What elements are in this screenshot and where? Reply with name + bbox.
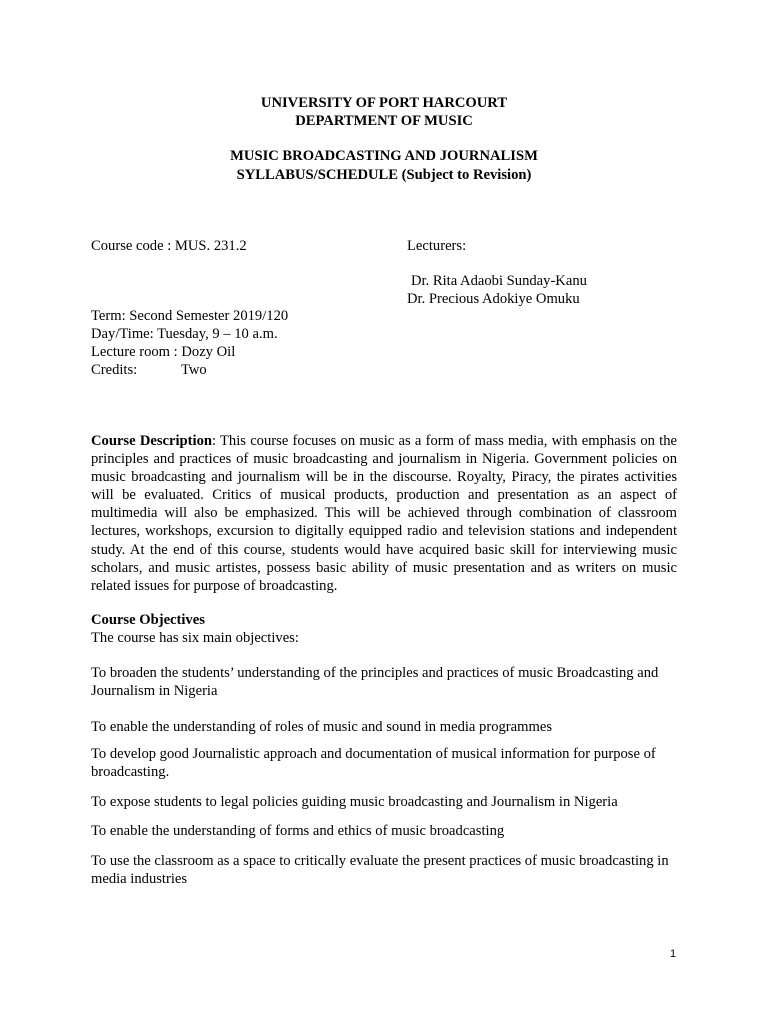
course-title: MUSIC BROADCASTING AND JOURNALISM	[230, 148, 538, 164]
objective-item: To expose students to legal policies guiding music broadcasting and Journalism in Nigeria	[91, 794, 618, 810]
syllabus-title: SYLLABUS/SCHEDULE (Subject to Revision)	[236, 167, 532, 183]
course-code-row	[91, 237, 247, 255]
term: Term: Second Semester 2019/120	[91, 308, 289, 324]
credits-value: Two	[181, 362, 207, 378]
day-time: Day/Time: Tuesday, 9 – 10 a.m.	[91, 326, 278, 342]
credits-row	[91, 361, 207, 379]
department-title: DEPARTMENT OF MUSIC	[295, 113, 473, 129]
course-code-value: MUS. 231.2	[174, 238, 247, 254]
university-title: UNIVERSITY OF PORT HARCOURT	[260, 95, 508, 111]
course-description	[91, 432, 677, 595]
page-number: 1	[670, 948, 677, 960]
course-description-text: : This course focuses on music as a form of mass media, with emphasis on the principles and practices of music broadcasting and journalism in Nigeria. Government policies on music broadcasting and journalism will be in the discourse. Royalty, Piracy, the pirates activities will be evaluated. Critics of musical products, production and presentation as an aspect of multimedia will also be emphasized. This will be achieved through combination of classroom lectures, workshops, excursion to digitally equipped radio and television stations and independent study. At the end of this course, students would have acquired basic skill for interviewing music scholars, and music artistes, possess basic ability of music presentation and as writers on music related issues for purpose of broadcasting.	[91, 433, 677, 594]
objectives-intro: The course has six main objectives:	[91, 630, 299, 646]
objective-item: To broaden the students’ understanding of the principles and practices of music Broadcasting and Journalism in Nigeria	[91, 665, 659, 699]
course-code-label: Course code :	[91, 238, 172, 254]
lecture-room: Lecture room : Dozy Oil	[91, 344, 236, 360]
objective-item: To use the classroom as a space to critically evaluate the present practices of music broadcasting in media industries	[91, 853, 669, 887]
lecturer-2: Dr. Precious Adokiye Omuku	[407, 291, 580, 307]
objective-item: To develop good Journalistic approach and documentation of musical information for purpose of broadcasting.	[91, 746, 656, 780]
objective-item: To enable the understanding of roles of music and sound in media programmes	[91, 719, 552, 735]
lecturer-1: Dr. Rita Adaobi Sunday-Kanu	[411, 273, 587, 289]
objectives-heading: Course Objectives	[91, 612, 205, 628]
lecturers-label: Lecturers:	[407, 238, 467, 254]
credits-label: Credits:	[91, 362, 138, 378]
objective-item: To enable the understanding of forms and ethics of music broadcasting	[91, 823, 505, 839]
course-description-label: Course Description	[91, 433, 212, 449]
